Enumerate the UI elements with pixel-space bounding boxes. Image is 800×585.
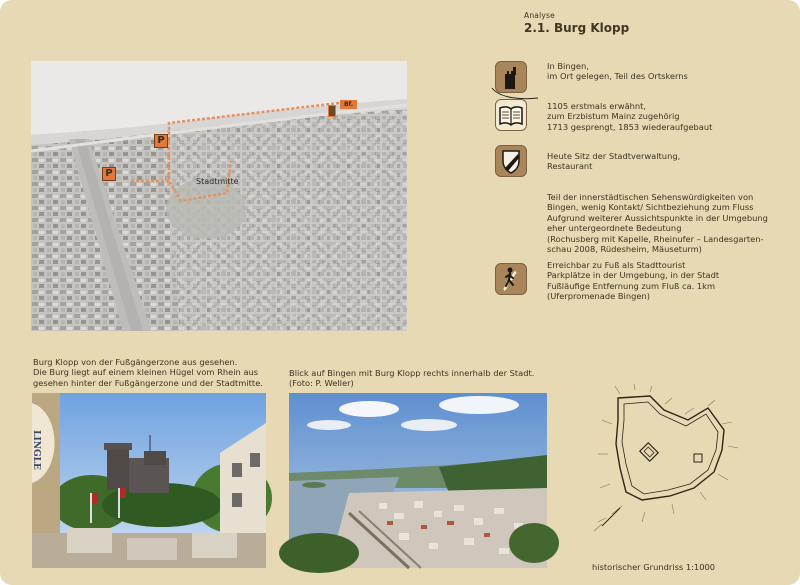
shop-sign [32, 423, 56, 483]
info-line: (Rochusberg mit Kapelle, Rheinufer – Landesgarten- [547, 233, 764, 244]
page-title: 2.1. Burg Klopp [524, 21, 630, 35]
info-line: Parkplätze in der Umgebung, in der Stadt [547, 270, 720, 281]
info-usage [547, 151, 787, 172]
info-line: 1105 erstmals erwähnt, [547, 101, 647, 111]
bf-label [340, 100, 357, 109]
info-line: Restaurant [547, 161, 593, 172]
map-label-stadtmitte: Stadtmitte [196, 177, 239, 186]
info-line: Teil der innerstädtischen Sehenswürdigkeiten von [547, 192, 754, 202]
bingen-panorama-photo [289, 393, 547, 568]
parking-sign-icon [102, 167, 116, 181]
info-line: eher untergeordnete Bedeutung [547, 223, 682, 234]
floor-plan-caption: historischer Grundriss 1:1000 [592, 562, 716, 572]
caption-line: Burg Klopp von der Fußgängerzone aus gesehen. [33, 357, 238, 367]
parking-label: P [157, 135, 165, 146]
floor-plan-drawing [590, 384, 740, 534]
shop-sign-text: LINGLE [30, 430, 41, 470]
caption-line: Blick auf Bingen mit Burg Klopp rechts innerhalb der Stadt. [289, 368, 535, 378]
open-book-icon [495, 99, 527, 131]
info-history [547, 101, 787, 132]
info-line: In Bingen, [547, 61, 589, 71]
caption-line: gesehen hinter der Fußgängerzone und der Stadtmitte. [33, 377, 263, 388]
info-access [547, 260, 787, 302]
bf-label-text: Bf. [344, 101, 354, 108]
caption-line: (Foto: P. Weller) [289, 378, 354, 389]
info-line: Bingen, wenig Kontakt/ Sichtbeziehung zum Fluss [547, 202, 754, 213]
historic-floor-plan [590, 384, 740, 534]
info-line: (Uferpromenade Bingen) [547, 291, 650, 302]
photo1-caption [33, 357, 263, 388]
parking-sign-icon [154, 134, 168, 148]
train-station-icon [328, 105, 336, 117]
info-line: Heute Sitz der Stadtverwaltung, [547, 151, 681, 161]
parking-label: P [105, 168, 113, 179]
section-kicker: Analyse [524, 11, 555, 20]
info-line: schau 2008, Rüdesheim, Mäuseturm) [547, 244, 702, 255]
info-location [547, 61, 787, 82]
info-line: zum Erzbistum Mainz zugehörig [547, 111, 680, 122]
info-line: im Ort gelegen, Teil des Ortskerns [547, 71, 688, 82]
castle-street-photo [32, 393, 266, 568]
info-line: 1713 gesprengt, 1853 wiederaufgebaut [547, 121, 713, 132]
info-line: Erreichbar zu Fuß als Stadttourist [547, 260, 686, 270]
aerial-map [31, 61, 407, 331]
info-line: Aufgrund weiterer Aussichtspunkte in der Umgebung [547, 212, 768, 223]
coat-of-arms-icon [495, 145, 527, 177]
caption-line: Die Burg liegt auf einem kleinen Hügel vom Rhein aus [33, 367, 259, 378]
info-line: Fußläufige Entfernung zum Fluß ca. 1km [547, 280, 716, 291]
info-significance [547, 192, 787, 254]
walking-path-icon [495, 263, 527, 295]
photo2-caption [289, 368, 534, 389]
